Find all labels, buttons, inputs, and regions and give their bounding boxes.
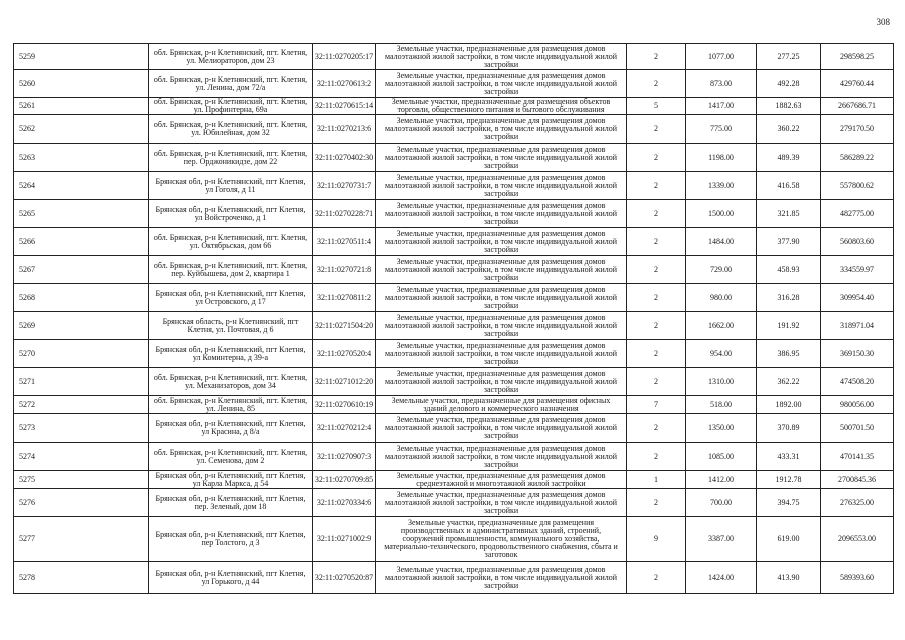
specific-value-cell: 619.00 xyxy=(757,517,821,562)
group-cell: 2 xyxy=(627,284,686,312)
cadastral-value-cell: 334559.97 xyxy=(821,256,894,284)
group-cell: 2 xyxy=(627,70,686,98)
row-number-cell: 5259 xyxy=(14,44,149,70)
table-row xyxy=(14,396,894,414)
address-cell: обл. Брянская, р-н Клетнянский, пгт. Клетня, ул. Профинтерна, 69а xyxy=(149,98,313,115)
table-row xyxy=(14,368,894,396)
row-number-cell: 5265 xyxy=(14,200,149,228)
land-use-description-cell: Земельные участки, предназначенные для размещения домов малоэтажной жилой застройки, в том числе индивидуальной жилой застройки xyxy=(376,144,627,172)
cadastral-value-cell: 474508.20 xyxy=(821,368,894,396)
area-cell: 1198.00 xyxy=(686,144,757,172)
area-cell: 1077.00 xyxy=(686,44,757,70)
cadastral-value-cell: 586289.22 xyxy=(821,144,894,172)
cadastral-number-cell: 32:11:0270520:4 xyxy=(313,340,376,368)
specific-value-cell: 316.28 xyxy=(757,284,821,312)
row-number-cell: 5273 xyxy=(14,414,149,443)
row-number-cell: 5277 xyxy=(14,517,149,562)
area-cell: 1424.00 xyxy=(686,562,757,594)
row-number-cell: 5272 xyxy=(14,396,149,414)
land-use-description-cell: Земельные участки, предназначенные для размещения домов малоэтажной жилой застройки, в том числе индивидуальной жилой застройки xyxy=(376,284,627,312)
group-cell: 2 xyxy=(627,368,686,396)
land-use-description-cell: Земельные участки, предназначенные для размещения домов малоэтажной жилой застройки, в том числе индивидуальной жилой застройки xyxy=(376,256,627,284)
group-cell: 5 xyxy=(627,98,686,115)
specific-value-cell: 360.22 xyxy=(757,115,821,144)
cadastral-value-cell: 470141.35 xyxy=(821,443,894,471)
cadastral-number-cell: 32:11:0270402:30 xyxy=(313,144,376,172)
cadastral-number-cell: 32:11:0270511:4 xyxy=(313,228,376,256)
specific-value-cell: 1882.63 xyxy=(757,98,821,115)
area-cell: 1417.00 xyxy=(686,98,757,115)
cadastral-value-cell: 482775.00 xyxy=(821,200,894,228)
table-row xyxy=(14,489,894,517)
specific-value-cell: 277.25 xyxy=(757,44,821,70)
row-number-cell: 5264 xyxy=(14,172,149,200)
cadastral-number-cell: 32:11:0271504:20 xyxy=(313,312,376,340)
area-cell: 1662.00 xyxy=(686,312,757,340)
specific-value-cell: 433.31 xyxy=(757,443,821,471)
area-cell: 1085.00 xyxy=(686,443,757,471)
cadastral-number-cell: 32:11:0270213:6 xyxy=(313,115,376,144)
land-use-description-cell: Земельные участки, предназначенные для размещения домов малоэтажной жилой застройки, в том числе индивидуальной жилой застройки xyxy=(376,172,627,200)
table-row xyxy=(14,562,894,594)
area-cell: 1350.00 xyxy=(686,414,757,443)
table-row xyxy=(14,70,894,98)
row-number-cell: 5271 xyxy=(14,368,149,396)
land-use-description-cell: Земельные участки, предназначенные для размещения домов малоэтажной жилой застройки, в том числе индивидуальной жилой застройки xyxy=(376,489,627,517)
cadastral-value-cell: 557800.62 xyxy=(821,172,894,200)
row-number-cell: 5278 xyxy=(14,562,149,594)
cadastral-value-cell: 589393.60 xyxy=(821,562,894,594)
group-cell: 2 xyxy=(627,562,686,594)
row-number-cell: 5260 xyxy=(14,70,149,98)
table-row xyxy=(14,98,894,115)
group-cell: 2 xyxy=(627,489,686,517)
cadastral-number-cell: 32:11:0270228:71 xyxy=(313,200,376,228)
address-cell: обл. Брянская, р-н Клетнянский, пгт. Клетня, ул. Семенова, дом 2 xyxy=(149,443,313,471)
land-use-description-cell: Земельные участки, предназначенные для размещения домов малоэтажной жилой застройки, в том числе индивидуальной жилой застройки xyxy=(376,228,627,256)
table-row xyxy=(14,517,894,562)
table-row xyxy=(14,340,894,368)
group-cell: 2 xyxy=(627,256,686,284)
address-cell: Брянская обл, р-н Клетнянский, пгт Клетня, пер Толстого, д 3 xyxy=(149,517,313,562)
cadastral-number-cell: 32:11:0270520:87 xyxy=(313,562,376,594)
row-number-cell: 5266 xyxy=(14,228,149,256)
page-number: 308 xyxy=(876,17,890,27)
row-number-cell: 5267 xyxy=(14,256,149,284)
row-number-cell: 5263 xyxy=(14,144,149,172)
area-cell: 775.00 xyxy=(686,115,757,144)
land-use-description-cell: Земельные участки, предназначенные для размещения домов малоэтажной жилой застройки, в том числе индивидуальной жилой застройки xyxy=(376,70,627,98)
address-cell: обл. Брянская, р-н Клетнянский, пгт. Клетня, пер. Орджоникидзе, дом 22 xyxy=(149,144,313,172)
cadastral-value-cell: 298598.25 xyxy=(821,44,894,70)
address-cell: обл. Брянская, р-н Клетнянский, пгт. Клетня, ул. Механизаторов, дом 34 xyxy=(149,368,313,396)
land-use-description-cell: Земельные участки, предназначенные для размещения объектов торговли, общественного питания и бытового обслуживания xyxy=(376,98,627,115)
specific-value-cell: 458.93 xyxy=(757,256,821,284)
land-use-description-cell: Земельные участки, предназначенные для размещения домов малоэтажной жилой застройки, в том числе индивидуальной жилой застройки xyxy=(376,312,627,340)
land-use-description-cell: Земельные участки, предназначенные для размещения домов среднеэтажной и многоэтажной жилой застройки xyxy=(376,471,627,489)
row-number-cell: 5269 xyxy=(14,312,149,340)
land-use-description-cell: Земельные участки, предназначенные для размещения производственных и административных зданий, строений, сооружений промышленности, коммунального хозяйства, материально-технического, продовольственного снабжения, сбыта и заготовок xyxy=(376,517,627,562)
cadastral-value-cell: 2667686.71 xyxy=(821,98,894,115)
group-cell: 7 xyxy=(627,396,686,414)
cadastral-number-cell: 32:11:0270907:3 xyxy=(313,443,376,471)
specific-value-cell: 1892.00 xyxy=(757,396,821,414)
land-use-description-cell: Земельные участки, предназначенные для размещения домов малоэтажной жилой застройки, в том числе индивидуальной жилой застройки xyxy=(376,414,627,443)
specific-value-cell: 416.58 xyxy=(757,172,821,200)
cadastral-value-cell: 980056.00 xyxy=(821,396,894,414)
row-number-cell: 5261 xyxy=(14,98,149,115)
row-number-cell: 5276 xyxy=(14,489,149,517)
table-row xyxy=(14,443,894,471)
area-cell: 1484.00 xyxy=(686,228,757,256)
group-cell: 2 xyxy=(627,144,686,172)
address-cell: обл. Брянская, р-н Клетнянский, пгт. Клетня, ул. Мелиораторов, дом 23 xyxy=(149,44,313,70)
area-cell: 1310.00 xyxy=(686,368,757,396)
table-row xyxy=(14,312,894,340)
area-cell: 980.00 xyxy=(686,284,757,312)
cadastral-number-cell: 32:11:0270613:2 xyxy=(313,70,376,98)
cadastral-number-cell: 32:11:0270811:2 xyxy=(313,284,376,312)
cadastral-number-cell: 32:11:0270610:19 xyxy=(313,396,376,414)
group-cell: 9 xyxy=(627,517,686,562)
table-row xyxy=(14,284,894,312)
cadastral-value-cell: 369150.30 xyxy=(821,340,894,368)
land-use-description-cell: Земельные участки, предназначенные для размещения домов малоэтажной жилой застройки, в том числе индивидуальной жилой застройки xyxy=(376,368,627,396)
table-row xyxy=(14,200,894,228)
address-cell: обл. Брянская, р-н Клетнянский, пгт. Клетня, ул. Ленина, 85 xyxy=(149,396,313,414)
row-number-cell: 5274 xyxy=(14,443,149,471)
cadastral-number-cell: 32:11:0270731:7 xyxy=(313,172,376,200)
group-cell: 2 xyxy=(627,312,686,340)
group-cell: 2 xyxy=(627,115,686,144)
group-cell: 2 xyxy=(627,443,686,471)
land-use-description-cell: Земельные участки, предназначенные для размещения домов малоэтажной жилой застройки, в том числе индивидуальной жилой застройки xyxy=(376,44,627,70)
land-plot-table xyxy=(13,43,894,594)
group-cell: 2 xyxy=(627,44,686,70)
table-body xyxy=(14,44,894,594)
row-number-cell: 5275 xyxy=(14,471,149,489)
table-row xyxy=(14,115,894,144)
cadastral-value-cell: 2700845.36 xyxy=(821,471,894,489)
specific-value-cell: 489.39 xyxy=(757,144,821,172)
group-cell: 2 xyxy=(627,172,686,200)
table-row xyxy=(14,228,894,256)
row-number-cell: 5268 xyxy=(14,284,149,312)
area-cell: 873.00 xyxy=(686,70,757,98)
address-cell: обл. Брянская, р-н Клетнянский, пгт. Клетня, ул. Юбилейная, дом 32 xyxy=(149,115,313,144)
area-cell: 729.00 xyxy=(686,256,757,284)
address-cell: обл. Брянская, р-н Клетнянский, пгт. Клетня, ул. Ленина, дом 72/а xyxy=(149,70,313,98)
address-cell: Брянская обл, р-н Клетнянский, пгт Клетня, ул Островского, д 17 xyxy=(149,284,313,312)
specific-value-cell: 1912.78 xyxy=(757,471,821,489)
cadastral-value-cell: 318971.04 xyxy=(821,312,894,340)
cadastral-value-cell: 500701.50 xyxy=(821,414,894,443)
cadastral-number-cell: 32:11:0270334:6 xyxy=(313,489,376,517)
cadastral-value-cell: 560803.60 xyxy=(821,228,894,256)
specific-value-cell: 362.22 xyxy=(757,368,821,396)
area-cell: 700.00 xyxy=(686,489,757,517)
specific-value-cell: 370.89 xyxy=(757,414,821,443)
table-row xyxy=(14,144,894,172)
land-use-description-cell: Земельные участки, предназначенные для размещения домов малоэтажной жилой застройки, в том числе индивидуальной жилой застройки xyxy=(376,443,627,471)
area-cell: 1500.00 xyxy=(686,200,757,228)
group-cell: 1 xyxy=(627,471,686,489)
cadastral-number-cell: 32:11:0270212:4 xyxy=(313,414,376,443)
land-use-description-cell: Земельные участки, предназначенные для размещения домов малоэтажной жилой застройки, в том числе индивидуальной жилой застройки xyxy=(376,200,627,228)
land-use-description-cell: Земельные участки, предназначенные для размещения домов малоэтажной жилой застройки, в том числе индивидуальной жилой застройки xyxy=(376,340,627,368)
cadastral-number-cell: 32:11:0270709:85 xyxy=(313,471,376,489)
table-row xyxy=(14,256,894,284)
cadastral-value-cell: 429760.44 xyxy=(821,70,894,98)
specific-value-cell: 191.92 xyxy=(757,312,821,340)
address-cell: Брянская обл, р-н Клетнянский, пгт Клетня, пер. Зеленый, дом 18 xyxy=(149,489,313,517)
address-cell: Брянская обл, р-н Клетнянский, пгт Клетня, ул Коминтерна, д 39-а xyxy=(149,340,313,368)
address-cell: Брянская область, р-н Клетнянский, пгт Клетня, ул. Почтовая, д 6 xyxy=(149,312,313,340)
specific-value-cell: 413.90 xyxy=(757,562,821,594)
group-cell: 2 xyxy=(627,228,686,256)
cadastral-value-cell: 276325.00 xyxy=(821,489,894,517)
address-cell: Брянская обл, р-н Клетнянский, пгт Клетня, ул Войстроченко, д 1 xyxy=(149,200,313,228)
group-cell: 2 xyxy=(627,200,686,228)
address-cell: Брянская обл, р-н Клетнянский, пгт Клетня, ул Карла Маркса, д 54 xyxy=(149,471,313,489)
group-cell: 2 xyxy=(627,414,686,443)
address-cell: обл. Брянская, р-н Клетнянский, пгт. Клетня, ул. Октябрьская, дом 66 xyxy=(149,228,313,256)
area-cell: 518.00 xyxy=(686,396,757,414)
row-number-cell: 5270 xyxy=(14,340,149,368)
area-cell: 954.00 xyxy=(686,340,757,368)
cadastral-value-cell: 279170.50 xyxy=(821,115,894,144)
address-cell: Брянская обл, р-н Клетнянский, пгт Клетня, ул Горького, д 44 xyxy=(149,562,313,594)
specific-value-cell: 321.85 xyxy=(757,200,821,228)
address-cell: обл. Брянская, р-н Клетнянский, пгт. Клетня, пер. Куйбышева, дом 2, квартира 1 xyxy=(149,256,313,284)
cadastral-number-cell: 32:11:0271002:9 xyxy=(313,517,376,562)
specific-value-cell: 492.28 xyxy=(757,70,821,98)
address-cell: Брянская обл, р-н Клетнянский, пгт Клетня, ул Красина, д 8/а xyxy=(149,414,313,443)
area-cell: 1339.00 xyxy=(686,172,757,200)
specific-value-cell: 394.75 xyxy=(757,489,821,517)
table-row xyxy=(14,471,894,489)
cadastral-value-cell: 2096553.00 xyxy=(821,517,894,562)
table-row xyxy=(14,172,894,200)
specific-value-cell: 377.90 xyxy=(757,228,821,256)
cadastral-number-cell: 32:11:0270205:17 xyxy=(313,44,376,70)
land-use-description-cell: Земельные участки, предназначенные для размещения домов малоэтажной жилой застройки, в том числе индивидуальной жилой застройки xyxy=(376,115,627,144)
cadastral-number-cell: 32:11:0270615:14 xyxy=(313,98,376,115)
group-cell: 2 xyxy=(627,340,686,368)
table-row xyxy=(14,44,894,70)
land-use-description-cell: Земельные участки, предназначенные для размещения домов малоэтажной жилой застройки, в том числе индивидуальной жилой застройки xyxy=(376,562,627,594)
cadastral-number-cell: 32:11:0271012:20 xyxy=(313,368,376,396)
area-cell: 1412.00 xyxy=(686,471,757,489)
cadastral-value-cell: 309954.40 xyxy=(821,284,894,312)
row-number-cell: 5262 xyxy=(14,115,149,144)
specific-value-cell: 386.95 xyxy=(757,340,821,368)
land-use-description-cell: Земельные участки, предназначенные для размещения офисных зданий делового и коммерческого назначения xyxy=(376,396,627,414)
cadastral-number-cell: 32:11:0270721:8 xyxy=(313,256,376,284)
address-cell: Брянская обл, р-н Клетнянский, пгт Клетня, ул Гоголя, д 11 xyxy=(149,172,313,200)
area-cell: 3387.00 xyxy=(686,517,757,562)
table-row xyxy=(14,414,894,443)
